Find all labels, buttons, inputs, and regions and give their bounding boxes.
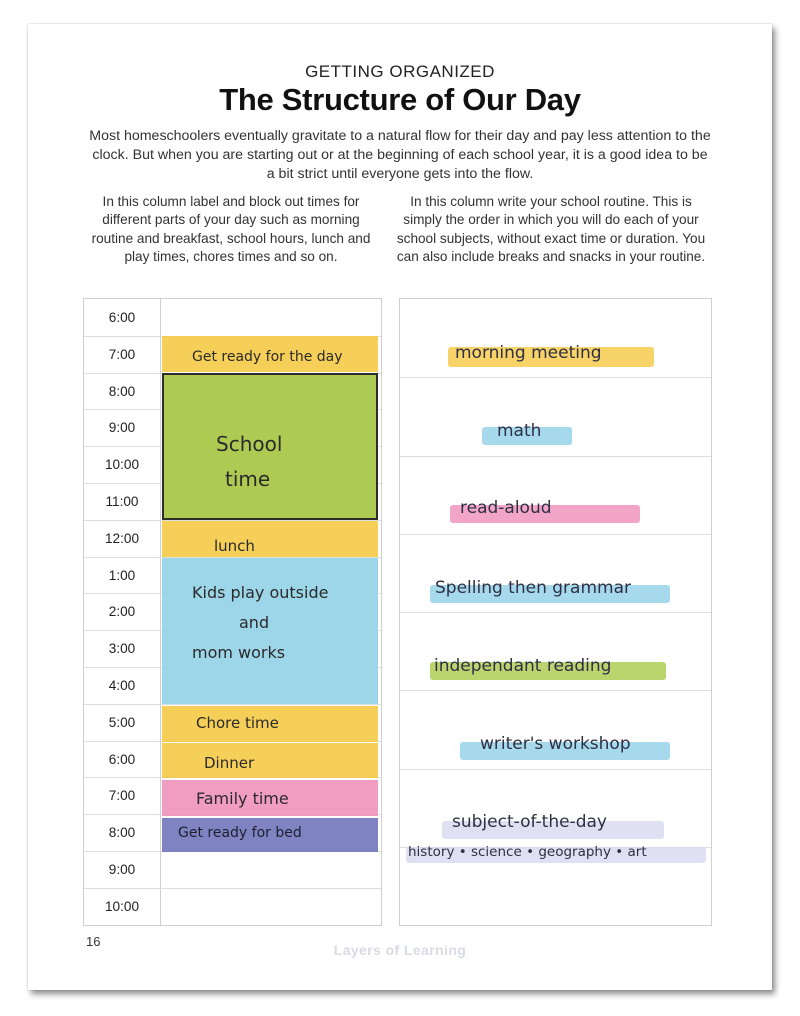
left-column-instructions: In this column label and block out times for different parts of your day such as morning routine and breakfast, school hours, lunch and play times, chores times and so on. xyxy=(91,194,371,265)
block-school-label-1: School xyxy=(216,432,283,456)
routine-row-divider xyxy=(400,456,711,457)
block-dinner-label: Dinner xyxy=(204,754,255,772)
right-column-instructions: In this column write your school routine. This is simply the order in which you will do each of your school subjects, without exact time or duration. You can also include breaks and snacks in your routine. xyxy=(396,194,706,265)
routine-row-divider xyxy=(400,769,711,770)
block-bed-label: Get ready for bed xyxy=(178,825,302,841)
page-number: 16 xyxy=(86,934,101,949)
routine-row-divider xyxy=(400,612,711,613)
time-label: 11:00 xyxy=(105,494,139,509)
routine-item-5: independant reading xyxy=(434,656,612,676)
block-play-label-1: Kids play outside xyxy=(192,583,329,602)
block-play-outside xyxy=(162,558,378,704)
time-label: 7:00 xyxy=(108,788,136,804)
time-label: 8:00 xyxy=(108,825,136,841)
routine-row-divider xyxy=(400,690,711,691)
time-label: 1:00 xyxy=(108,567,136,583)
routine-item-2: math xyxy=(497,421,542,441)
routine-item-6: writer's workshop xyxy=(480,734,631,754)
block-family-label: Family time xyxy=(196,789,289,808)
time-label: 10:00 xyxy=(104,457,140,473)
routine-item-7: subject-of-the-day xyxy=(452,812,607,832)
routine-item-4: Spelling then grammar xyxy=(435,578,631,598)
routine-subitems: history • science • geography • art xyxy=(408,844,647,860)
time-label: 3:00 xyxy=(108,641,136,657)
time-column-divider xyxy=(160,299,161,925)
schedule-grid xyxy=(83,298,382,926)
time-row-divider xyxy=(84,888,381,889)
block-lunch xyxy=(162,521,378,557)
block-dinner xyxy=(162,743,378,778)
routine-item-3: read-aloud xyxy=(460,498,552,518)
routine-grid xyxy=(399,298,712,926)
time-label: 9:00 xyxy=(108,862,136,877)
block-get-ready-day-label: Get ready for the day xyxy=(192,349,343,365)
routine-row-divider xyxy=(400,534,711,535)
time-label: 2:00 xyxy=(108,604,136,620)
intro-paragraph: Most homeschoolers eventually gravitate to a natural flow for their day and pay less attention to the clock. But when you are starting out or at the beginning of each school year, it is a good idea to be a bit strict until everyone gets into the flow. xyxy=(89,128,711,182)
section-kicker: GETTING ORGANIZED xyxy=(305,62,495,81)
time-label: 8:00 xyxy=(108,383,136,399)
block-lunch-label: lunch xyxy=(214,537,255,555)
time-label: 7:00 xyxy=(108,346,136,362)
time-label: 12:00 xyxy=(104,530,140,546)
block-school-label-2: time xyxy=(225,467,271,491)
time-label: 6:00 xyxy=(108,751,136,767)
time-label: 9:00 xyxy=(108,420,136,436)
block-chore-label: Chore time xyxy=(196,714,279,732)
time-label: 4:00 xyxy=(108,678,136,693)
page-title: The Structure of Our Day xyxy=(219,82,581,117)
time-label: 10:00 xyxy=(104,898,140,914)
worksheet-page xyxy=(28,24,772,990)
brand-watermark: Layers of Learning xyxy=(333,942,467,958)
routine-row-divider xyxy=(400,377,711,378)
block-play-label-2: and xyxy=(239,613,270,632)
time-label: 5:00 xyxy=(108,714,136,730)
block-play-label-3: mom works xyxy=(192,643,286,662)
time-label: 6:00 xyxy=(108,310,136,325)
routine-item-1: morning meeting xyxy=(455,343,602,363)
